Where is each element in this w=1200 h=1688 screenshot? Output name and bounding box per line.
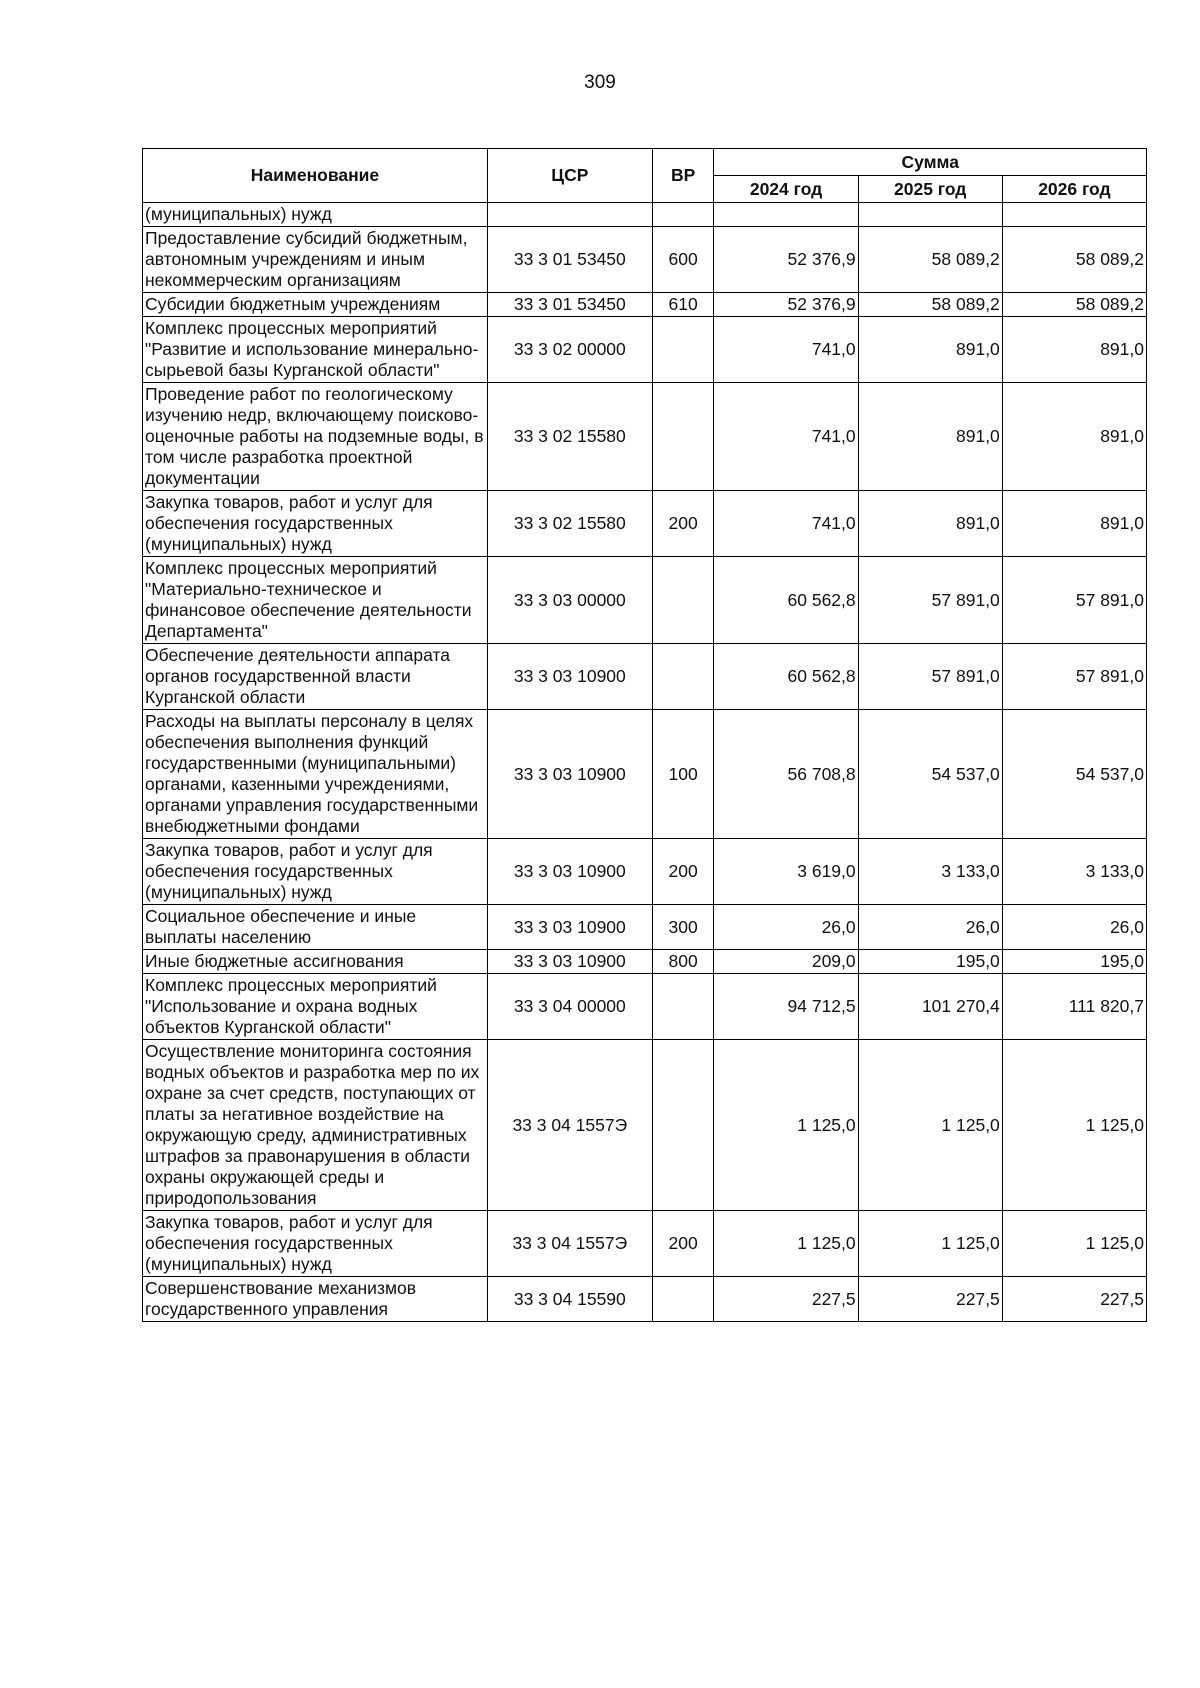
cell-2026: 57 891,0 [1002,644,1146,710]
cell-vr: 200 [652,1211,714,1277]
cell-name: Проведение работ по геологическому изучению недр, включающему поисково-оценочные работы на подземные воды, в том числе разработка проектной документации [143,383,488,491]
cell-name: Обеспечение деятельности аппарата органов государственной власти Курганской области [143,644,488,710]
cell-2024 [714,203,858,227]
cell-2024: 1 125,0 [714,1211,858,1277]
cell-2024: 60 562,8 [714,644,858,710]
cell-2025: 891,0 [858,491,1002,557]
cell-vr: 610 [652,293,714,317]
cell-csr: 33 3 02 00000 [487,317,652,383]
table-body [143,203,1147,1322]
cell-2024: 1 125,0 [714,1040,858,1211]
cell-name: Иные бюджетные ассигнования [143,950,488,974]
budget-table [142,148,1147,1322]
header-name: Наименование [143,149,488,203]
cell-2025: 58 089,2 [858,227,1002,293]
cell-vr: 800 [652,950,714,974]
cell-csr [487,203,652,227]
cell-2026: 227,5 [1002,1277,1146,1322]
cell-2026 [1002,203,1146,227]
cell-2024: 741,0 [714,383,858,491]
table-row [143,317,1147,383]
cell-2024: 3 619,0 [714,839,858,905]
cell-csr: 33 3 03 10900 [487,950,652,974]
table-row [143,839,1147,905]
cell-csr: 33 3 03 00000 [487,557,652,644]
header-vr: ВР [652,149,714,203]
cell-2024: 56 708,8 [714,710,858,839]
table-row [143,383,1147,491]
cell-name: Предоставление субсидий бюджетным, автономным учреждениям и иным некоммерческим организациям [143,227,488,293]
cell-name: Социальное обеспечение и иные выплаты населению [143,905,488,950]
cell-2026: 1 125,0 [1002,1211,1146,1277]
header-year-2026: 2026 год [1002,176,1146,203]
cell-2026: 111 820,7 [1002,974,1146,1040]
cell-2025: 101 270,4 [858,974,1002,1040]
cell-csr: 33 3 04 15590 [487,1277,652,1322]
cell-2026: 891,0 [1002,383,1146,491]
cell-2026: 891,0 [1002,491,1146,557]
cell-vr [652,557,714,644]
table-row [143,974,1147,1040]
header-csr: ЦСР [487,149,652,203]
table-row [143,1277,1147,1322]
table-row [143,293,1147,317]
cell-name: Расходы на выплаты персоналу в целях обеспечения выполнения функций государственными (муниципальными) органами, казенными учреждениями, органами управления государственными внебюджетными фондами [143,710,488,839]
cell-vr [652,203,714,227]
cell-2025: 891,0 [858,317,1002,383]
cell-csr: 33 3 03 10900 [487,644,652,710]
cell-name: Закупка товаров, работ и услуг для обеспечения государственных (муниципальных) нужд [143,839,488,905]
cell-name: Осуществление мониторинга состояния водных объектов и разработка мер по их охране за счет средств, поступающих от платы за негативное воздействие на окружающую среду, административных штрафов за правонарушения в области охраны окружающей среды и природопользования [143,1040,488,1211]
cell-name: Комплекс процессных мероприятий "Материально-техническое и финансовое обеспечение деятельности Департамента" [143,557,488,644]
cell-csr: 33 3 04 1557Э [487,1040,652,1211]
cell-csr: 33 3 03 10900 [487,839,652,905]
cell-2025: 57 891,0 [858,644,1002,710]
header-year-2024: 2024 год [714,176,858,203]
cell-2024: 52 376,9 [714,227,858,293]
cell-2025: 1 125,0 [858,1211,1002,1277]
cell-2024: 26,0 [714,905,858,950]
cell-2025: 3 133,0 [858,839,1002,905]
cell-name: Закупка товаров, работ и услуг для обеспечения государственных (муниципальных) нужд [143,491,488,557]
cell-csr: 33 3 01 53450 [487,227,652,293]
cell-csr: 33 3 04 1557Э [487,1211,652,1277]
table-row [143,1211,1147,1277]
cell-vr: 200 [652,491,714,557]
cell-name: Комплекс процессных мероприятий "Развитие и использование минерально-сырьевой базы Курганской области" [143,317,488,383]
cell-vr [652,644,714,710]
cell-2026: 26,0 [1002,905,1146,950]
cell-2024: 741,0 [714,491,858,557]
cell-2024: 52 376,9 [714,293,858,317]
cell-csr: 33 3 02 15580 [487,383,652,491]
cell-name: Комплекс процессных мероприятий "Использование и охрана водных объектов Курганской области" [143,974,488,1040]
header-sum: Сумма [714,149,1147,176]
cell-name: Субсидии бюджетным учреждениям [143,293,488,317]
cell-vr: 600 [652,227,714,293]
cell-name: (муниципальных) нужд [143,203,488,227]
table-row [143,227,1147,293]
cell-csr: 33 3 02 15580 [487,491,652,557]
table-row [143,491,1147,557]
table-row [143,1040,1147,1211]
cell-2026: 3 133,0 [1002,839,1146,905]
table-row [143,710,1147,839]
cell-2025: 227,5 [858,1277,1002,1322]
cell-2024: 227,5 [714,1277,858,1322]
table-row [143,203,1147,227]
table-row [143,950,1147,974]
cell-2026: 1 125,0 [1002,1040,1146,1211]
header-year-2025: 2025 год [858,176,1002,203]
cell-2025: 58 089,2 [858,293,1002,317]
cell-2024: 94 712,5 [714,974,858,1040]
cell-csr: 33 3 04 00000 [487,974,652,1040]
cell-vr [652,1277,714,1322]
cell-2026: 58 089,2 [1002,293,1146,317]
cell-2025: 891,0 [858,383,1002,491]
table-row [143,644,1147,710]
table-row [143,557,1147,644]
cell-2025: 54 537,0 [858,710,1002,839]
cell-name: Совершенствование механизмов государственного управления [143,1277,488,1322]
page-number: 309 [584,72,616,93]
cell-2026: 58 089,2 [1002,227,1146,293]
cell-2025: 1 125,0 [858,1040,1002,1211]
cell-name: Закупка товаров, работ и услуг для обеспечения государственных (муниципальных) нужд [143,1211,488,1277]
cell-2025: 26,0 [858,905,1002,950]
cell-2025 [858,203,1002,227]
cell-vr [652,383,714,491]
cell-vr: 200 [652,839,714,905]
cell-2025: 195,0 [858,950,1002,974]
cell-csr: 33 3 03 10900 [487,905,652,950]
table-row [143,905,1147,950]
table-header [143,149,1147,203]
cell-2024: 60 562,8 [714,557,858,644]
cell-2026: 57 891,0 [1002,557,1146,644]
cell-vr [652,317,714,383]
cell-2026: 54 537,0 [1002,710,1146,839]
cell-2026: 891,0 [1002,317,1146,383]
cell-2025: 57 891,0 [858,557,1002,644]
cell-csr: 33 3 01 53450 [487,293,652,317]
cell-vr [652,1040,714,1211]
cell-2024: 741,0 [714,317,858,383]
cell-vr [652,974,714,1040]
cell-2026: 195,0 [1002,950,1146,974]
cell-vr: 300 [652,905,714,950]
cell-vr: 100 [652,710,714,839]
cell-2024: 209,0 [714,950,858,974]
cell-csr: 33 3 03 10900 [487,710,652,839]
